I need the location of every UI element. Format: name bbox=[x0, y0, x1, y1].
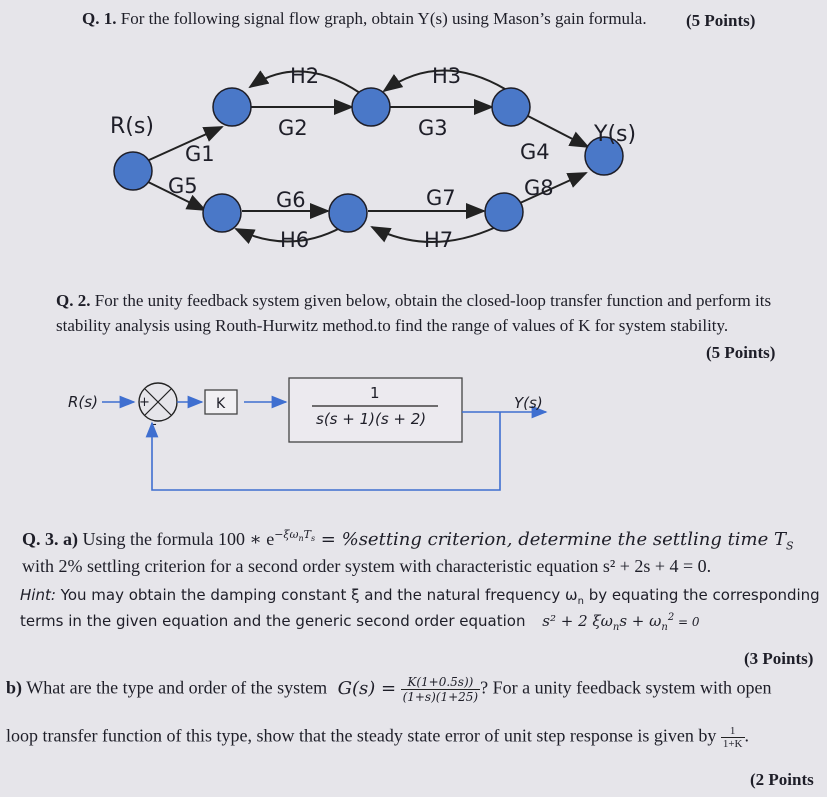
node-8 bbox=[485, 193, 523, 231]
q3-exp-sub: n bbox=[298, 534, 304, 544]
q3b-text3: loop transfer function of this type, show that the steady state error of unit step response is given by bbox=[6, 725, 717, 746]
q3b-dot: . bbox=[744, 725, 749, 746]
bd-output-label: Y(s) bbox=[514, 394, 543, 412]
gain-g7: G7 bbox=[426, 186, 456, 210]
q3-exp: −ξω bbox=[274, 528, 299, 541]
q2-text2: stability analysis using Routh-Hurwitz method.to find the range of values of K for system stability. bbox=[56, 316, 729, 335]
block-diagram bbox=[0, 368, 827, 498]
node-input bbox=[114, 152, 152, 190]
bd-input-label: R(s) bbox=[68, 393, 98, 411]
q3b-fraction bbox=[401, 675, 481, 704]
plant-denominator: s(s + 1)(s + 2) bbox=[316, 410, 427, 428]
q3b-label: b) bbox=[6, 677, 23, 698]
gain-g4: G4 bbox=[520, 140, 550, 164]
q3-hint1 bbox=[20, 586, 820, 607]
q3-line1-b: = %setting criterion, determine the settling time T bbox=[315, 529, 787, 550]
q3-line1 bbox=[22, 528, 794, 553]
hint-text1b: by equating the corresponding bbox=[583, 586, 820, 604]
q1-label: Q. 1. bbox=[82, 9, 117, 28]
gain-g6: G6 bbox=[276, 188, 306, 212]
hint-eq-c: = 0 bbox=[674, 615, 700, 629]
q1-title bbox=[82, 9, 647, 29]
q3b-text2: ? For a unity feedback system with open bbox=[480, 677, 772, 698]
hint-equation bbox=[542, 612, 700, 633]
hint-text1: You may obtain the damping constant ξ and the natural frequency ω bbox=[55, 586, 578, 604]
gain-g3: G3 bbox=[418, 116, 448, 140]
gain-g8: G8 bbox=[524, 176, 554, 200]
q3b-den: (1+s)(1+25) bbox=[402, 690, 479, 704]
q3-exp-sub2: s bbox=[310, 534, 316, 544]
hint-eq-b: s + ω bbox=[619, 612, 662, 630]
q1-points: (5 Points) bbox=[686, 11, 756, 30]
hint-label: Hint: bbox=[20, 586, 56, 604]
node-4 bbox=[492, 88, 530, 126]
gain-g5: G5 bbox=[168, 174, 198, 198]
hint-text2: terms in the given equation and the generic second order equation bbox=[20, 612, 526, 630]
q2-points: (5 Points) bbox=[706, 343, 776, 362]
plant-numerator: 1 bbox=[370, 384, 380, 402]
sum-plus: + bbox=[139, 395, 150, 410]
node-6 bbox=[203, 194, 241, 232]
q3b-ess-den: 1+K bbox=[722, 738, 743, 750]
q3b-text1: What are the type and order of the system bbox=[26, 677, 328, 698]
q3b-ess-num: 1 bbox=[721, 725, 745, 738]
node-7 bbox=[329, 194, 367, 232]
q3-exp-b: T bbox=[303, 528, 311, 541]
q3-line1-a: Using the formula 100 ∗ e bbox=[82, 529, 275, 549]
q3b-num: K(1+0.5s)) bbox=[401, 675, 481, 690]
q3-label: Q. 3. a) bbox=[22, 529, 78, 549]
hint-eq-sup: 2 bbox=[667, 612, 675, 623]
gain-h2: H2 bbox=[290, 64, 320, 88]
q3-line2: with 2% settling criterion for a second order system with characteristic equation s² + 2s + 4 = 0. bbox=[22, 556, 712, 576]
q3-line1-sub: S bbox=[786, 539, 794, 553]
q3b-gs: G(s) = bbox=[337, 677, 397, 699]
gain-h6: H6 bbox=[280, 228, 310, 252]
hint-eq-sub2: n bbox=[661, 622, 668, 633]
q2-label: Q. 2. bbox=[56, 291, 91, 310]
gain-g2: G2 bbox=[278, 116, 308, 140]
q1-text: For the following signal flow graph, obtain Y(s) using Mason’s gain formula. bbox=[120, 9, 647, 28]
sfg-output-label: Y(s) bbox=[594, 122, 637, 147]
gain-h7: H7 bbox=[424, 228, 454, 252]
hint-eq-sub: n bbox=[612, 622, 620, 633]
gain-h3: H3 bbox=[432, 64, 462, 88]
q3b-points: (2 Points bbox=[750, 770, 814, 789]
signal-flow-graph bbox=[0, 55, 827, 270]
q3a-points: (3 Points) bbox=[744, 649, 814, 668]
q2-line1 bbox=[56, 291, 771, 311]
gain-k-label: K bbox=[216, 396, 226, 412]
sum-minus: - bbox=[152, 417, 157, 432]
q3b-ess-fraction bbox=[721, 725, 745, 750]
node-3 bbox=[352, 88, 390, 126]
hint-eq-a: s² + 2 ξω bbox=[542, 612, 613, 630]
q3b-line1 bbox=[6, 675, 772, 704]
q2-text1: For the unity feedback system given below, obtain the closed-loop transfer function and perform its bbox=[94, 291, 772, 310]
sfg-input-label: R(s) bbox=[110, 114, 154, 139]
node-2 bbox=[213, 88, 251, 126]
q3-hint2 bbox=[20, 612, 700, 633]
hint-sub: n bbox=[577, 596, 584, 607]
q3b-line2 bbox=[6, 725, 749, 750]
gain-g1: G1 bbox=[185, 142, 215, 166]
